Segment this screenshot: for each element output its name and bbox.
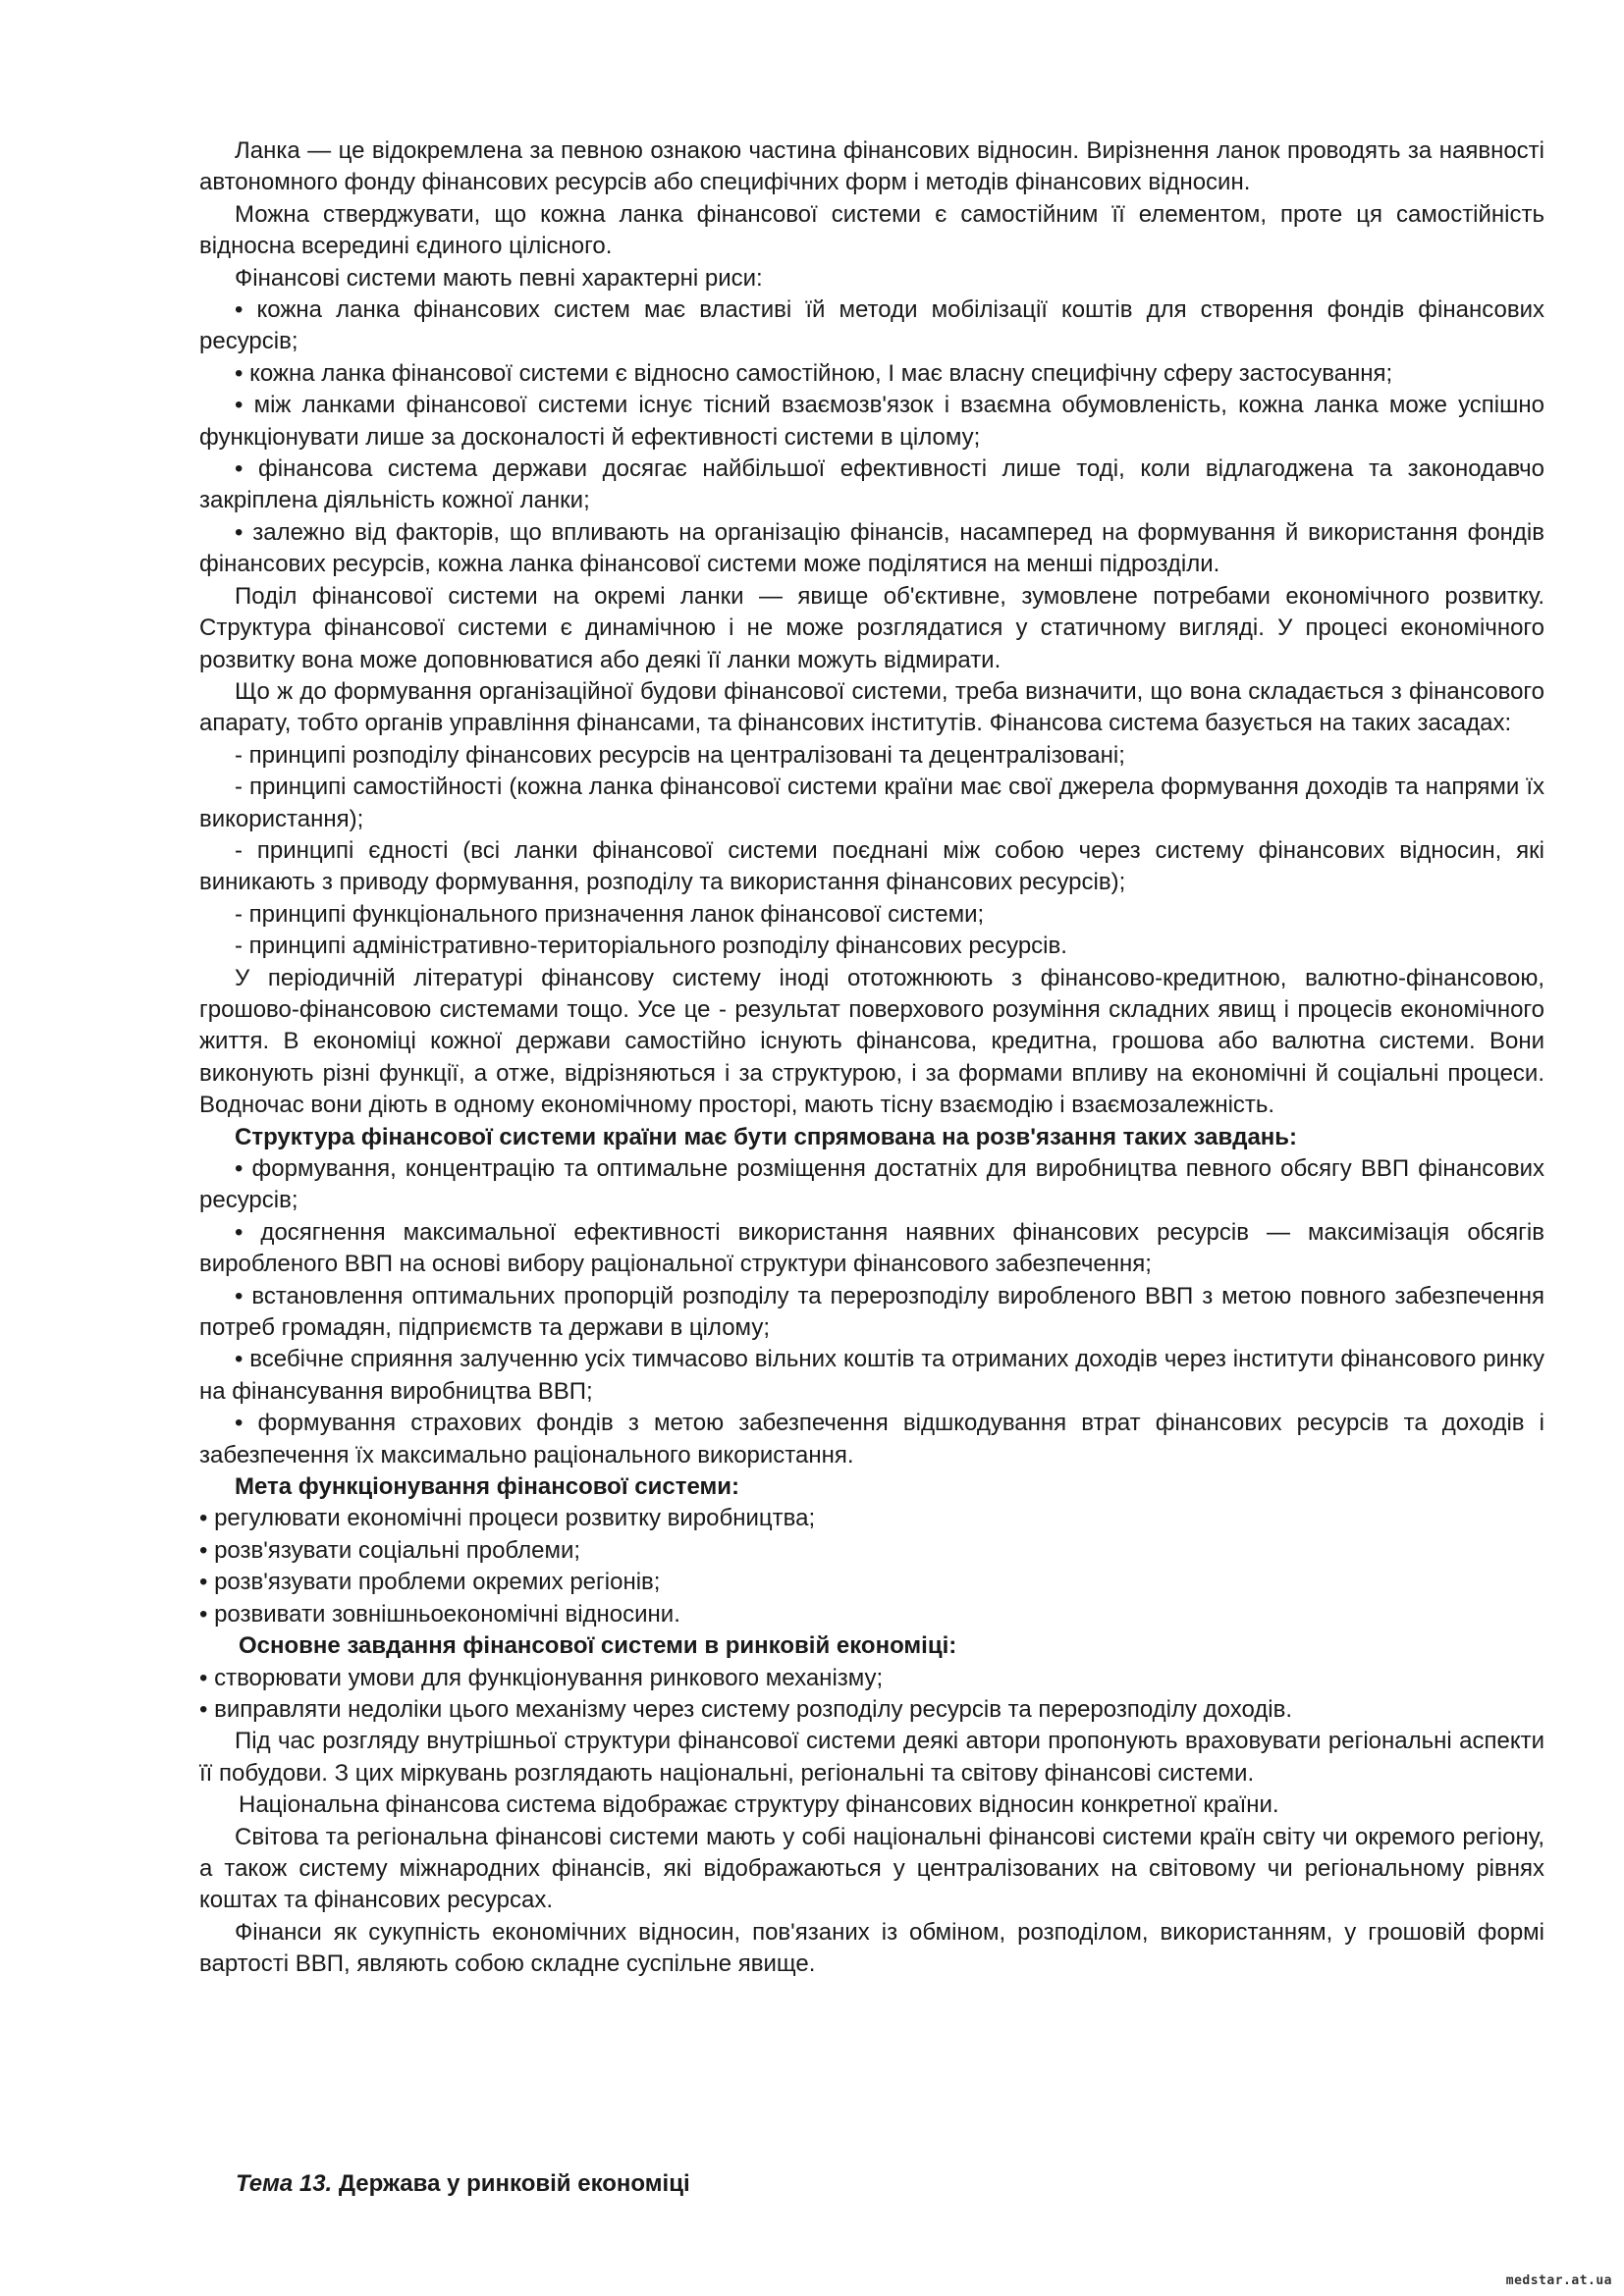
list-item-main-task: • виправляти недоліки цього механізму через систему розподілу ресурсів та перерозподілу доходів. xyxy=(199,1695,1293,1723)
body-text xyxy=(199,135,1544,1981)
list-item-principle: - принципі єдності (всі ланки фінансової системи поєднані між собою через систему фінансових відносин, які виникають з приводу формування, розподілу та використання фінансових ресурсів); xyxy=(199,836,1544,896)
list-item-feature: • залежно від факторів, що впливають на організацію фінансів, насамперед на формування й використання фондів фінансових ресурсів, кожна ланка фінансової системи може поділятися на менші підрозділи. xyxy=(199,518,1544,578)
list-item-task: • всебічне сприяння залученню усіх тимчасово вільних коштів та отриманих доходів через інститути фінансового ринку на фінансування виробництва ВВП; xyxy=(199,1346,1544,1405)
list-item-main-task: • створювати умови для функціонування ринкового механізму; xyxy=(199,1664,884,1691)
paragraph-division: Поділ фінансової системи на окремі ланки — явище об'єктивне, зумовлене потребами економічного розвитку. Структура фінансової системи є динамічною і не може розглядатися у статичному вигляді. У процесі економічного розвитку вона може доповнюватися або деякі її ланки можуть відмирати. xyxy=(199,582,1544,673)
list-item-purpose: • розв'язувати соціальні проблеми; xyxy=(199,1536,581,1564)
list-item-task: • формування страхових фондів з метою забезпечення відшкодування втрат фінансових ресурсів та доходів і забезпечення їх максимально раціонального використання. xyxy=(199,1410,1544,1468)
list-item-principle: - принципі адміністративно-територіального розподілу фінансових ресурсів. xyxy=(235,933,1067,960)
list-item-feature: • фінансова система держави досягає найбільшої ефективності лише тоді, коли відлагоджена та законодавчо закріплена діяльність кожної ланки; xyxy=(199,455,1544,514)
topic-title: Держава у ринковій економіці xyxy=(338,2170,690,2197)
paragraph-regional-aspects: Під час розгляду внутрішньої структури фінансової системи деякі автори пропонують враховувати регіональні аспекти її побудови. З цих міркувань розглядають національні, регіональні та світову фінансові системи. xyxy=(199,1728,1544,1787)
paragraph-finance-complex: Фінанси як сукупність економічних відносин, пов'язаних із обміном, розподілом, використанням, у грошовій формі вартості ВВП, являють собою складне суспільне явище. xyxy=(199,1918,1544,1978)
topic-heading xyxy=(236,2168,690,2200)
list-item-principle: - принципі розподілу фінансових ресурсів на централізовані та децентралізовані; xyxy=(235,741,1125,769)
list-item-purpose: • розв'язувати проблеми окремих регіонів; xyxy=(199,1569,661,1596)
list-item-principle: - принципі самостійності (кожна ланка фінансової системи країни має свої джерела формування доходів та напрями їх використання); xyxy=(199,774,1544,832)
list-item-feature: • між ланками фінансової системи існує тісний взаємозв'язок і взаємна обумовленість, кожна ланка може успішно функціонувати лише за досконалості й ефективності системи в цілому; xyxy=(199,392,1544,451)
heading-system-purpose: Мета функціонування фінансової системи: xyxy=(235,1473,739,1501)
paragraph-national-system: Національна фінансова система відображає структуру фінансових відносин конкретної країни. xyxy=(239,1791,1279,1819)
site-watermark: medstar.at.ua xyxy=(1505,2273,1612,2288)
paragraph-literature: У періодичній літературі фінансову систему іноді ототожнюють з фінансово-кредитною, валютно-фінансовою, грошово-фінансовою системами тощо. Усе це - результат поверхового розуміння складних явищ і процесів економічного життя. В економіці кожної держави самостійно існують фінансова, кредитна, грошова або валютна системи. Вони виконують різні функції, а отже, відрізняються і за структурою, і за формами впливу на економічні й соціальні процеси. Водночас вони діють в одному економічному просторі, мають тісну взаємодію і взаємозалежність. xyxy=(199,964,1544,1119)
list-item-purpose: • регулювати економічні процеси розвитку виробництва; xyxy=(199,1505,816,1532)
heading-structure-tasks: Структура фінансової системи країни має бути спрямована на розв'язання таких завдань: xyxy=(235,1123,1298,1150)
list-item-feature: • кожна ланка фінансової системи є відносно самостійною, І має власну специфічну сферу застосування; xyxy=(235,359,1393,387)
paragraph-link-definition: Ланка — це відокремлена за певною ознакою частина фінансових відносин. Вирізнення ланок проводять за наявності автономного фонду фінансових ресурсів або специфічних форм і методів фінансових відносин. xyxy=(199,137,1544,196)
paragraph-link-autonomy: Можна стверджувати, що кожна ланка фінансової системи є самостійним її елементом, проте ця самостійність відносна всередині єдиного цілісного. xyxy=(199,200,1544,260)
list-item-task: • встановлення оптимальних пропорцій розподілу та перерозподілу виробленого ВВП з метою повного забезпечення потреб громадян, підприємств та держави в цілому; xyxy=(199,1282,1544,1342)
list-item-feature: • кожна ланка фінансових систем має властиві їй методи мобілізації коштів для створення фондів фінансових ресурсів; xyxy=(199,296,1544,355)
heading-main-task: Основне завдання фінансової системи в ринковій економіці: xyxy=(239,1632,957,1660)
paragraph-features-intro: Фінансові системи мають певні характерні риси: xyxy=(235,264,763,292)
list-item-task: • досягнення максимальної ефективності використання наявних фінансових ресурсів — максимізація обсягів виробленого ВВП на основі вибору раціональної структури фінансового забезпечення; xyxy=(199,1218,1544,1278)
list-item-task: • формування, концентрацію та оптимальне розміщення достатніх для виробництва певного обсягу ВВП фінансових ресурсів; xyxy=(199,1155,1544,1214)
paragraph-world-system: Світова та регіональна фінансові системи мають у собі національні фінансові системи країн світу чи окремого регіону, а також систему міжнародних фінансів, які відображаються у централізованих на світовому чи регіональному рівнях коштах та фінансових ресурсах. xyxy=(199,1823,1544,1914)
topic-number: Тема 13. xyxy=(236,2170,333,2197)
list-item-principle: - принципі функціонального призначення ланок фінансової системи; xyxy=(235,900,985,928)
paragraph-organization: Що ж до формування організаційної будови фінансової системи, треба визначити, що вона складається з фінансового апарату, тобто органів управління фінансами, та фінансових інститутів. Фінансова система базується на таких засадах: xyxy=(199,677,1544,737)
list-item-purpose: • розвивати зовнішньоекономічні відносини. xyxy=(199,1600,680,1628)
